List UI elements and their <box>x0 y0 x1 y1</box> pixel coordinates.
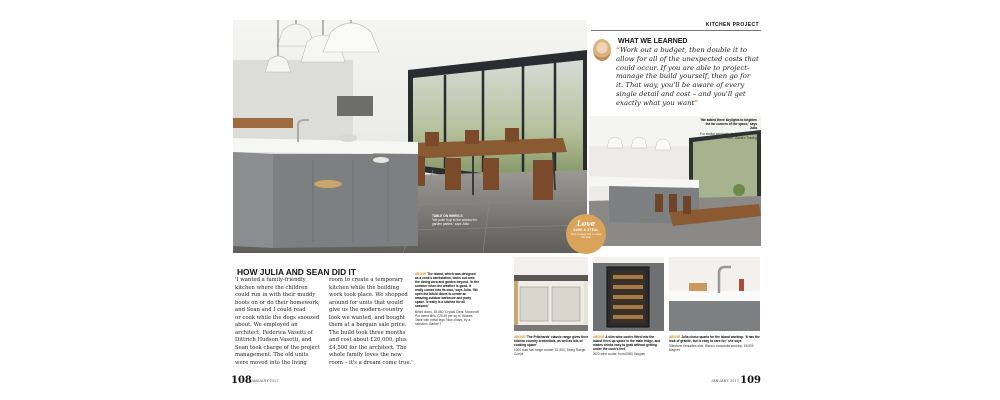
close-quote-icon: ” <box>694 98 699 107</box>
main-caption-above: ABOVE <box>415 272 427 276</box>
range-caption-above: ABOVE <box>514 335 526 339</box>
avatar <box>593 39 611 61</box>
table-caption-label: TABLE ON WHEELS <box>432 214 463 218</box>
learned-quote-text: Work out a budget, then double it to allow for all of the unexpected costs that could occur. If you are able to project-manage the build yourself, then go for it. That way, you'll be aware of every single detail and cost – and you'll get exactly what you want <box>616 46 759 107</box>
badge-top: Love <box>576 219 596 228</box>
story-heading: HOW JULIA AND SEAN DID IT <box>237 267 356 277</box>
tap-caption-text: Julia chose quartz for the island worktop. 'It has the look of granite, but is easy to care for,' she says <box>669 335 760 343</box>
main-kitchen-photo <box>233 20 587 253</box>
main-caption-credit: Bifold doors, £5,480, Crystal Clear. Moorcraft Pro metro tiles, £28.49 per sq m, Wickes. Table with metal legs, Nice chairs, try a selection, Barker T <box>415 310 479 326</box>
skylight-caption-text: 'We added three skylights to brighten the far corners of the space,' says Julia <box>700 118 757 130</box>
story-column-1: 'I wanted a family-friendly kitchen where the children could run in with their muddy boots on or do their homework, and Sean and I could read or cook while the dogs snoozed about. We employed an architect, Federica Vasetti of Dittrich Hudson Vasetti, and Sean took charge of the project management. The old units were moved into the living <box>235 277 320 366</box>
section-kicker: KITCHEN PROJECT <box>705 22 759 28</box>
pendants-caption-text: For similar pendants, try the Hanna, £70 each, Garden Trading <box>700 132 757 140</box>
table-caption <box>432 214 482 226</box>
tap-caption-above: ABOVE <box>669 335 681 339</box>
tap-caption-credit: Silestone Versailles sink, Blanco composite worktop, £6,500 Magnet <box>669 344 754 352</box>
open-quote-icon: “ <box>616 46 620 54</box>
wine-cooler-photo <box>593 257 664 331</box>
learned-heading: WHAT WE LEARNED <box>618 38 688 45</box>
skylight-caption <box>699 118 757 140</box>
page-number-right: 109 <box>740 375 761 386</box>
badge-bottom: Turn to page 111 to shop the look <box>570 232 602 240</box>
main-caption-text: The island, which was designed as a cook's workstation, looks out onto the dining area and garden beyond. 'In the summer when the weather is good, it really comes into its own,' says Julia. 'We open the bifold doors to create an amazing outdoor barbecue and party space. It really is a kitchen for all seasons' <box>415 272 479 308</box>
save-steal-badge <box>566 214 606 254</box>
main-photo-caption <box>415 272 479 326</box>
range-caption-text: 'The Pritchards' classic range gives their kitchen country credentials, as well as lots of cooking space' <box>514 335 588 347</box>
tap-caption <box>669 335 760 352</box>
page-number-left: 108 <box>231 375 252 386</box>
range-caption <box>514 335 588 356</box>
range-caption-credit: 1000 dual fuel range cooker, £1,900, Smeg Range, Currys <box>514 348 587 356</box>
wine-caption-text: A slim wine cooler fitted into the island frees up space in the main fridge, and makes drinks easy to grab without getting under the cook's feet <box>593 335 661 351</box>
kicker-rule <box>591 30 761 31</box>
wine-caption <box>593 335 664 356</box>
wine-caption-above: ABOVE <box>593 335 605 339</box>
page-date-left: JANUARY 2017 <box>251 379 279 383</box>
range-cooker-photo <box>514 257 588 331</box>
wine-caption-credit: W20 wine cooler, from £580, Wagner <box>593 352 646 356</box>
page-date-right: JANUARY 2017 <box>711 379 739 383</box>
badge-mid: SAVE & STEAL <box>573 228 599 232</box>
table-caption-text: 'We push it up to the window for garden parties,' says Julia <box>432 218 478 226</box>
magazine-spread <box>229 14 765 390</box>
story-column-2: room to create a temporary kitchen while the building work took place. We shopped around for units that would give us the modern-country look we wanted, and bought them at a bargain sale price. The build took three months and cost about £20,000, plus £4,500 for the architect. The whole family loves the new room – it's a dream come true.' <box>329 277 413 366</box>
quartz-tap-photo <box>669 257 760 331</box>
learned-quote <box>616 46 759 108</box>
